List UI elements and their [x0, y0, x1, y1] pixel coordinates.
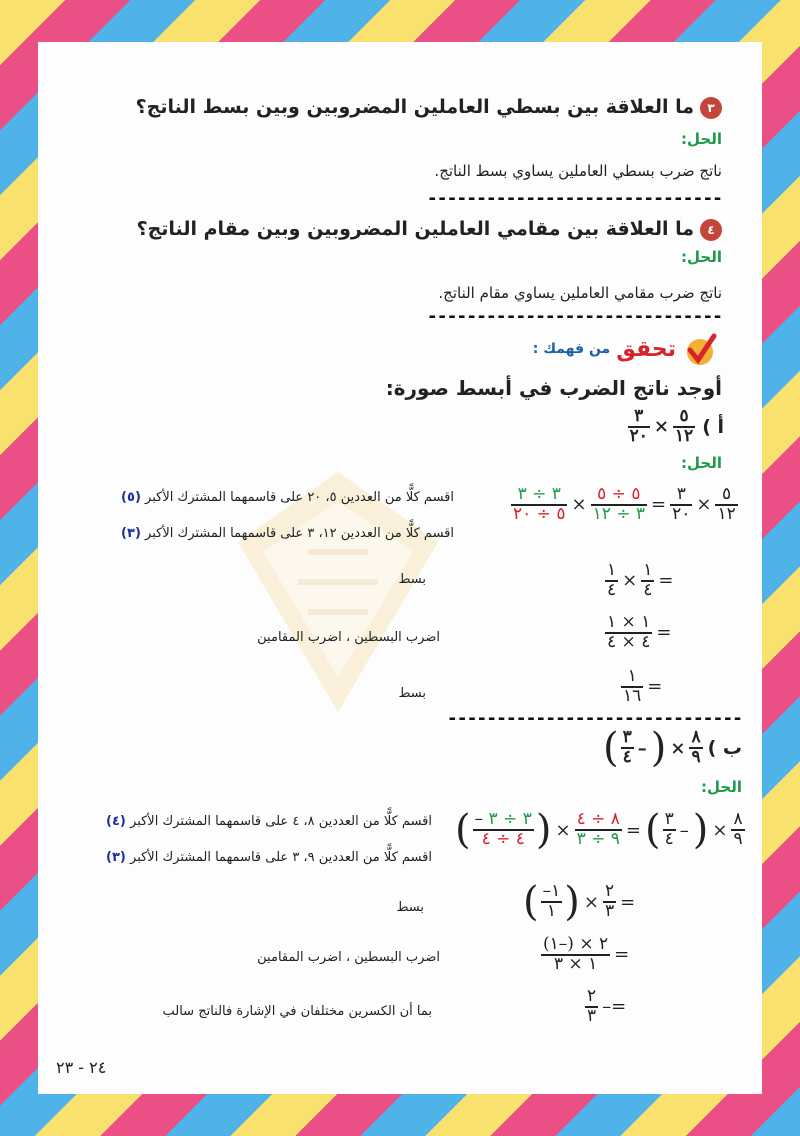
- fraction-denominator: ١٢: [674, 425, 694, 446]
- fraction-numerator: ١: [643, 560, 653, 580]
- fraction-denominator: ٣: [587, 1005, 597, 1026]
- fraction-denominator: ٢٠: [672, 503, 691, 524]
- page-number: ٢٤ - ٢٣: [56, 1058, 107, 1077]
- fraction-numerator: (١–) × ٢: [543, 934, 609, 954]
- fraction-denominator: ١: [546, 901, 556, 921]
- step-note: [106, 814, 432, 829]
- numerator-value: ٣ ÷ ٣: [488, 809, 532, 830]
- fraction-numerator: ١ × ١: [607, 612, 651, 632]
- fraction-numerator: –١: [542, 881, 561, 902]
- fraction-numerator: ٥: [673, 408, 695, 428]
- fraction-denominator: ١٢: [717, 503, 736, 524]
- fraction-numerator: ٨ ÷ ٤: [576, 809, 620, 830]
- fraction-denominator: ١ × ٣: [553, 953, 598, 974]
- note-text: اقسم كلًّا من العددين ١٢، ٣ على قاسمهما المشترك الأكبر: [145, 526, 454, 541]
- note-text: اقسم كلًّا من العددين ٩، ٣ على قاسمهما المشترك الأكبر: [130, 850, 432, 865]
- fraction-numerator: ٨: [691, 727, 701, 748]
- part-label: أ ): [702, 415, 724, 438]
- gcd-value: (٣): [121, 526, 141, 541]
- divider: ------------------------------: [426, 306, 722, 327]
- page: [38, 42, 762, 1094]
- fraction-denominator: ٤: [622, 747, 632, 767]
- fraction-denominator: ٢٠: [629, 425, 648, 446]
- part-b-step-4: $\frac{٢}{٣}$ –=: [587, 986, 627, 1026]
- step-note: بسط: [398, 686, 426, 701]
- fraction-numerator: ٢: [587, 986, 597, 1006]
- fraction-denominator: ٥ ÷ ٢٠: [513, 503, 566, 524]
- fraction-denominator: ٤: [643, 579, 653, 600]
- fraction-numerator: ٥: [715, 486, 737, 506]
- answer-text: ناتج ضرب مقامي العاملين يساوي مقام الناتج.: [438, 284, 722, 302]
- step-note: بسط: [396, 900, 424, 915]
- step-note: بسط: [398, 572, 426, 587]
- question-badge: ٣: [700, 97, 722, 119]
- fraction-numerator: – ٣ ÷ ٣: [474, 809, 532, 830]
- solution-label: الحل:: [681, 248, 722, 266]
- fraction-numerator: ٣: [670, 486, 692, 506]
- step-note: اضرب البسطين ، اضرب المقامين: [257, 630, 440, 645]
- solution-label: الحل:: [701, 778, 742, 796]
- note-text: اقسم كلًّا من العددين ٨، ٤ على قاسمهما المشترك الأكبر: [130, 814, 432, 829]
- fraction-numerator: ٣ ÷ ٣: [511, 486, 567, 506]
- answer-text: ناتج ضرب بسطي العاملين يساوي بسط الناتج.: [434, 162, 722, 180]
- part-a-problem: أ ) $\frac{٣}{٢٠}$ × $\frac{٥}{١٢}$: [629, 406, 724, 446]
- question-3: [136, 96, 722, 119]
- fraction-denominator: ٩ ÷ ٣: [576, 829, 620, 849]
- fraction-denominator: ٤ ÷ ٤: [481, 829, 525, 849]
- fraction-numerator: ١: [607, 560, 617, 580]
- divider: ------------------------------: [426, 188, 722, 209]
- part-b-step-3: $\frac{(١-) \times ٢}{١ \times ٣}$ =: [543, 934, 630, 974]
- gcd-value: (٥): [121, 490, 141, 505]
- check-title: تحقق: [616, 336, 676, 362]
- part-b-step-1: ( $\frac{- ٣ \div ٣}{٤ \div ٤}$ ) × $\frac{٨ \div ٤}{٩ \div ٣}$ = ( $\frac{٣}{٤}$ – ) × $\frac{٨}{٩}$: [455, 807, 743, 853]
- step-note: بما أن الكسرين مختلفان في الإشارة فالناتج سالب: [162, 1004, 432, 1019]
- question-badge: ٤: [700, 219, 722, 241]
- part-b-step-2: ( $\frac{-١}{١}$ ) × $\frac{٢}{٣}$ =: [523, 879, 636, 925]
- divider: ------------------------------: [446, 708, 742, 729]
- fraction-denominator: ٣: [604, 901, 615, 921]
- note-text: اقسم كلًّا من العددين ٥، ٢٠ على قاسمهما المشترك الأكبر: [145, 490, 454, 505]
- step-note: اضرب البسطين ، اضرب المقامين: [257, 950, 440, 965]
- fraction-numerator: ٣: [664, 809, 674, 830]
- numerator-value: ١: [551, 881, 561, 902]
- gcd-value: (٤): [106, 814, 126, 829]
- fraction-numerator: ٣: [622, 727, 632, 748]
- solution-label: الحل:: [681, 454, 722, 472]
- solution-label: الحل:: [681, 130, 722, 148]
- part-label: ب ): [707, 737, 742, 759]
- fraction-numerator: ١: [621, 668, 643, 688]
- fraction-denominator: ٣ ÷ ١٢: [592, 503, 646, 524]
- instruction: أوجد ناتج الضرب في أبسط صورة:: [385, 376, 722, 400]
- step-note: [121, 490, 454, 505]
- checkmark-icon: [682, 332, 718, 366]
- part-a-step-1: $\frac{٣ \div ٣}{٥ \div ٢٠}$ × $\frac{٥ \div ٥}{٣ \div ١٢}$ = $\frac{٣}{٢٠}$ × $\frac{٥}{١٢}$: [513, 484, 736, 524]
- question-4: [137, 218, 722, 241]
- question-text: ما العلاقة بين بسطي العاملين المضروبين وبين بسط الناتج؟: [135, 96, 694, 118]
- fraction-numerator: ٥ ÷ ٥: [591, 486, 647, 506]
- question-text: ما العلاقة بين مقامي العاملين المضروبين وبين مقام الناتج؟: [136, 218, 694, 240]
- fraction-denominator: ٤: [664, 829, 674, 849]
- part-a-step-2: $\frac{١}{٤}$ × $\frac{١}{٤}$ =: [607, 560, 674, 600]
- fraction-numerator: ٢: [604, 881, 615, 902]
- step-note: [121, 526, 454, 541]
- step-note: [106, 850, 432, 865]
- gcd-value: (٣): [106, 850, 126, 865]
- fraction-numerator: ٨: [733, 809, 743, 830]
- fraction-denominator: ١٦: [623, 685, 642, 706]
- check-header: [533, 332, 718, 366]
- part-b-problem: ب ) ( $\frac{٣}{٤}$ – ) × $\frac{٨}{٩}$: [603, 725, 742, 771]
- fraction-denominator: ٩: [691, 747, 701, 767]
- fraction-denominator: ٩: [733, 829, 743, 849]
- check-subtitle: من فهمك :: [532, 341, 611, 357]
- fraction-denominator: ٤: [607, 579, 617, 600]
- fraction-denominator: ٤ × ٤: [607, 631, 651, 652]
- part-a-step-3: $\frac{١ \times ١}{٤ \times ٤}$ =: [607, 612, 672, 652]
- part-a-step-4: $\frac{١}{١٦}$ =: [623, 666, 663, 706]
- fraction-numerator: ٣: [628, 408, 650, 428]
